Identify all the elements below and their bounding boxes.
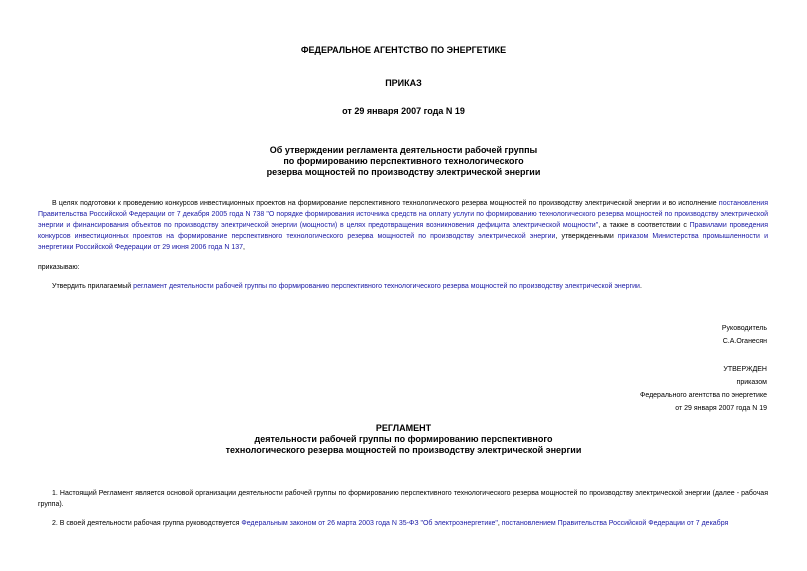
preamble-text-4: , [243, 244, 245, 251]
doc-type: ПРИКАЗ [385, 78, 422, 88]
item-2-text-1: 2. В своей деятельности рабочая группа руководствуется [52, 520, 242, 527]
item-2-paragraph [38, 518, 768, 529]
link-contest-rules[interactable]: Правилами проведения конкурсов инвестиционных проектов на формирование перспективного технологического резерва мощностей по производству электрической энергии [38, 222, 769, 240]
reglament-title-line1: РЕГЛАМЕНТ [375, 423, 432, 433]
link-reglament[interactable]: регламент деятельности рабочей группы по формированию перспективного технологического резерва мощностей по производству электрической энергии [133, 283, 640, 290]
approve-text-1: Утвердить прилагаемый [52, 283, 134, 290]
approved-block [640, 363, 767, 415]
agency-name: ФЕДЕРАЛЬНОЕ АГЕНТСТВО ПО ЭНЕРГЕТИКЕ [300, 45, 507, 55]
approved-date: от 29 января 2007 года N 19 [675, 405, 767, 412]
preamble-text-1: В целях подготовки к проведению конкурсов инвестиционных проектов на формирование перспективного технологического резерва мощностей по производству электрической энергии и во исполнение [52, 200, 719, 207]
link-federal-law-35[interactable]: Федеральным законом от 26 марта 2003 года N 35-ФЗ "Об электроэнергетике" [241, 520, 498, 527]
signature-name: С.А.Оганесян [722, 338, 767, 345]
approved-by: приказом [736, 379, 767, 386]
approved-agency: Федерального агентства по энергетике [640, 392, 767, 399]
order-word: приказываю: [38, 264, 80, 271]
order-date: от 29 января 2007 года N 19 [342, 106, 465, 116]
preamble-text-2: , а также в соответствии с [598, 222, 690, 229]
reglament-title-line3: технологического резерва мощностей по производству электрической энергии [225, 445, 582, 455]
signature-position: Руководитель [721, 325, 767, 332]
order-title [0, 145, 807, 178]
approve-text-2: . [639, 283, 642, 290]
reglament-title-line2: деятельности рабочей группы по формированию перспективного [254, 434, 553, 444]
approve-paragraph [38, 281, 768, 292]
order-title-line3: резерва мощностей по производству электрической энергии [266, 167, 541, 177]
order-title-line1: Об утверждении регламента деятельности рабочей группы [269, 145, 538, 155]
signature-block [722, 322, 767, 348]
link-government-decree-738[interactable]: постановления Правительства Российской Федерации от 7 декабря 2005 года N 738 "О порядке формирования источника средств на оплату услуги по формированию технологического резерва мощностей по производству электрической энергии и финансирования объектов по производству электрической энергии (мощности) в целях предотвращения возникновения дефицита электрической мощности" [38, 200, 768, 229]
item-1-paragraph: 1. Настоящий Регламент является основой организации деятельности рабочей группы по формированию перспективного технологического резерва мощностей по производству электрической энергии (далее - рабочая группа). [38, 490, 768, 508]
preamble-paragraph [38, 198, 768, 253]
link-ministry-order-137[interactable]: приказом Министерства промышленности и энергетики Российской Федерации от 29 июня 2006 года N 137 [38, 233, 768, 251]
reglament-title [0, 423, 807, 456]
preamble-text-3: , утвержденными [555, 233, 618, 240]
approved-label: УТВЕРЖДЕН [723, 366, 767, 373]
item-2-text-2: , [497, 520, 502, 527]
link-government-decree[interactable]: постановлением Правительства Российской Федерации от 7 декабря [501, 520, 729, 527]
order-title-line2: по формированию перспективного технологического [283, 156, 524, 166]
